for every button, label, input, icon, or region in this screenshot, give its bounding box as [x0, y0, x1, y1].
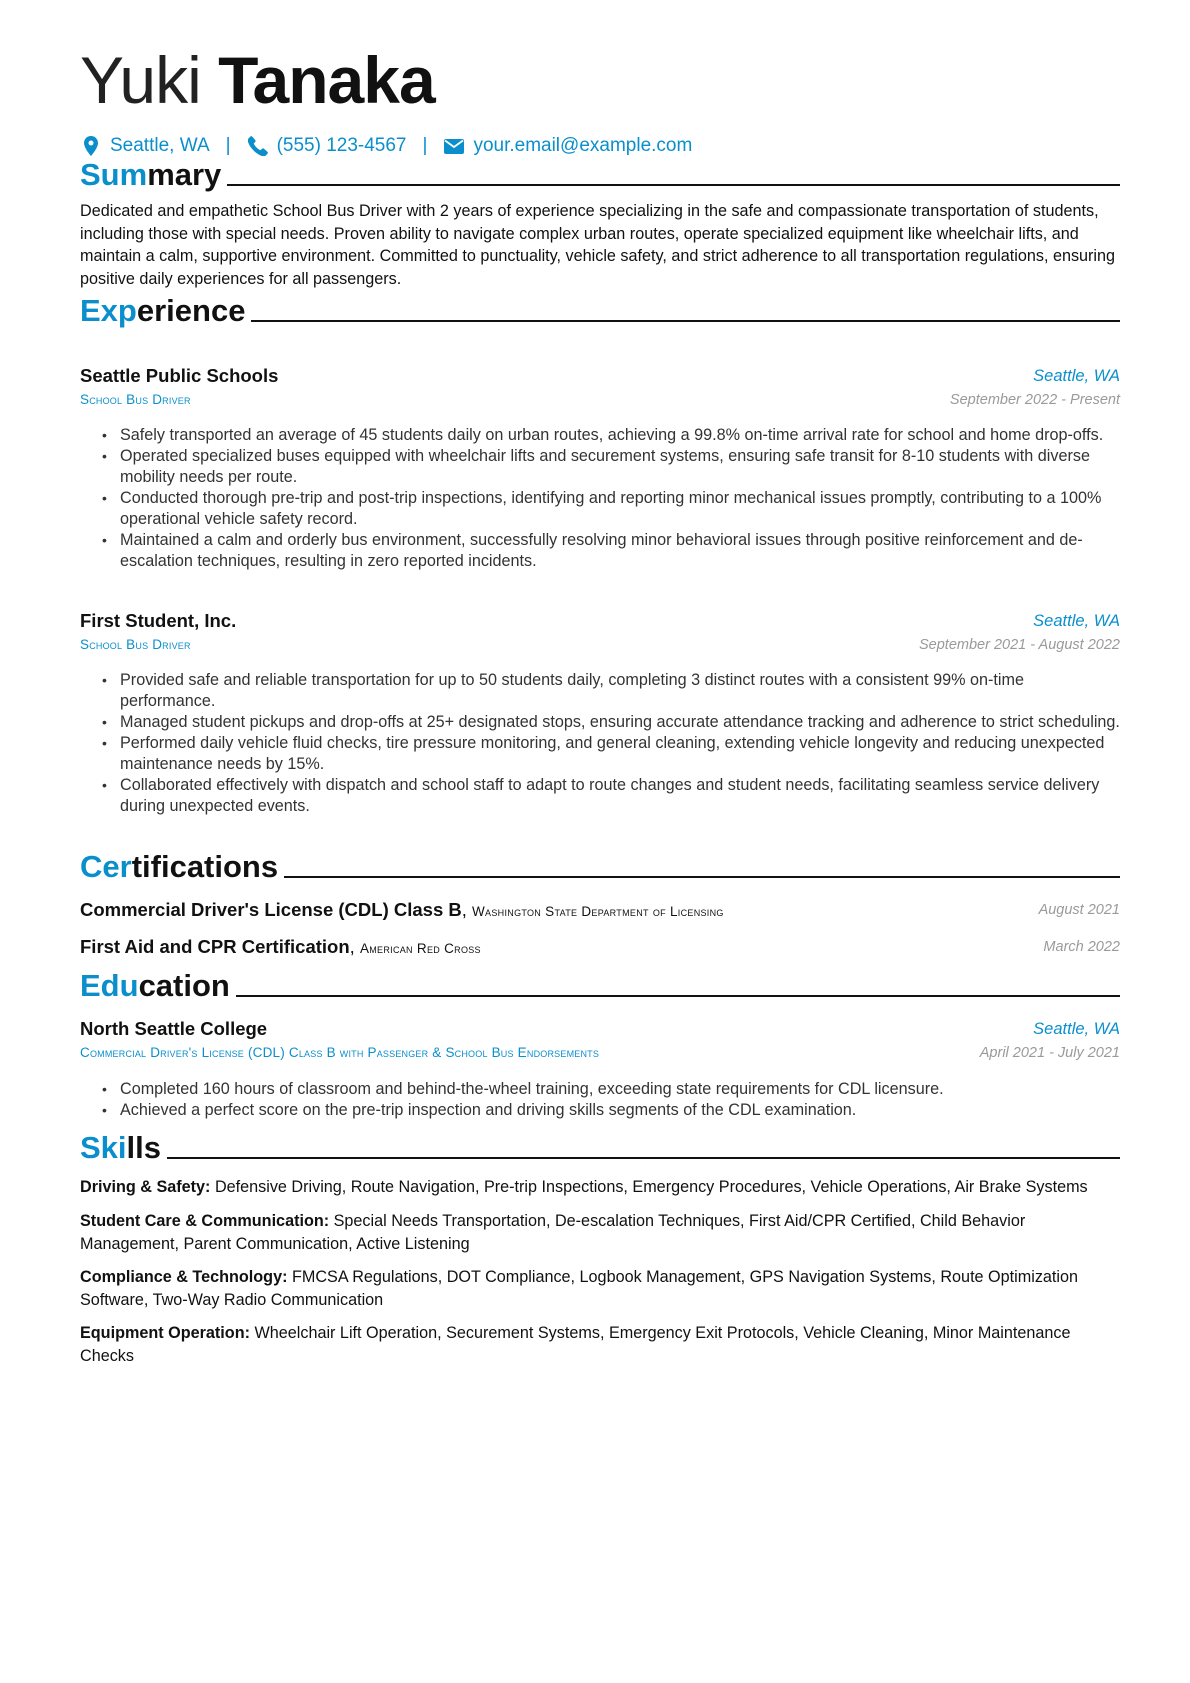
section-title-summary: Summary	[80, 157, 1120, 193]
education-location: Seattle, WA	[1033, 1020, 1120, 1038]
list-item: • Safely transported an average of 45 students daily on urban routes, achieving a 99.8% on-time arrival rate for school and home drop-offs.	[102, 425, 1120, 446]
section-rule	[284, 876, 1120, 878]
section-title-certifications: Certifications	[80, 849, 1120, 885]
contact-line	[80, 133, 692, 159]
job-role: School Bus Driver	[80, 637, 191, 652]
contact-email[interactable]: your.email@example.com	[473, 135, 693, 156]
job-org: Seattle Public Schools	[80, 365, 279, 386]
first-name: Yuki	[80, 43, 201, 117]
skill-items: FMCSA Regulations, DOT Compliance, Logbook Management, GPS Navigation Systems, Route Optimization Software, Two-Way Radio Communication	[80, 1268, 1079, 1309]
contact-location: Seattle, WA	[110, 135, 210, 156]
section-title-skills: Skills	[80, 1130, 1120, 1166]
certification-name: Commercial Driver's License (CDL) Class B	[80, 899, 462, 920]
education-dates: April 2021 - July 2021	[979, 1045, 1120, 1061]
education-school: North Seattle College	[80, 1018, 268, 1039]
summary-text: Dedicated and empathetic School Bus Driver with 2 years of experience specializing in the safe and compassionate transportation of students, including those with special needs. Proven ability to navigate complex urban routes, operate specialized equipment like wheelchair lifts, and maintain a calm, supportive environment. Committed to punctuality, vehicle safety, and strict adherence to all transportation regulations, ensuring positive daily experiences for all passengers.	[80, 202, 1116, 288]
list-item: • Provided safe and reliable transportation for up to 50 students daily, completing 3 distinct routes with a consistent 99% on-time performance.	[102, 670, 1120, 712]
list-item: • Managed student pickups and drop-offs at 25+ designated stops, ensuring accurate attendance tracking and adherence to strict scheduling.	[102, 712, 1120, 733]
certification-date: March 2022	[1043, 939, 1120, 955]
skill-group	[80, 1176, 1120, 1199]
section-title-experience: Experience	[80, 293, 1120, 329]
list-item: • Operated specialized buses equipped with wheelchair lifts and securement systems, ensuring safe transit for 8-10 students with diverse mobility needs per route.	[102, 446, 1120, 488]
list-item: • Conducted thorough pre-trip and post-trip inspections, identifying and reporting minor mechanical issues promptly, contributing to a 100% operational vehicle safety record.	[102, 488, 1120, 530]
list-item: • Performed daily vehicle fluid checks, tire pressure monitoring, and general cleaning, extending vehicle longevity and reducing unexpected maintenance needs by 15%.	[102, 733, 1120, 775]
section-rule	[251, 320, 1120, 322]
list-item: • Maintained a calm and orderly bus environment, successfully resolving minor behavioral issues through positive reinforcement and de-escalation techniques, resulting in zero reported incidents.	[102, 530, 1120, 572]
job-dates: September 2022 - Present	[949, 392, 1120, 408]
skill-items: Special Needs Transportation, De-escalation Techniques, First Aid/CPR Certified, Child Behavior Management, Parent Communication, Active Listening	[80, 1212, 1026, 1253]
education-bullets	[102, 1079, 1120, 1121]
skill-items: Defensive Driving, Route Navigation, Pre-trip Inspections, Emergency Procedures, Vehicle Operations, Air Brake Systems	[214, 1178, 1088, 1196]
job-bullets	[102, 670, 1120, 817]
certification-date: August 2021	[1038, 902, 1120, 918]
section-rule	[167, 1157, 1120, 1159]
certification-item: Commercial Driver's License (CDL) Class B, Washington State Department of Licensing	[80, 899, 724, 920]
candidate-name	[80, 44, 435, 116]
job-org: First Student, Inc.	[80, 610, 237, 631]
job-location: Seattle, WA	[1033, 367, 1120, 385]
skill-group	[80, 1322, 1120, 1367]
skill-category: Compliance & Technology:	[80, 1268, 288, 1286]
job-bullets	[102, 425, 1120, 572]
list-item: • Completed 160 hours of classroom and behind-the-wheel training, exceeding state requirements for CDL licensure.	[102, 1079, 1120, 1100]
contact-separator: |	[422, 135, 428, 156]
list-item: • Achieved a perfect score on the pre-trip inspection and driving skills segments of the CDL examination.	[102, 1100, 1120, 1121]
skill-category: Driving & Safety:	[80, 1178, 211, 1196]
job-location: Seattle, WA	[1033, 612, 1120, 630]
section-rule	[236, 995, 1120, 997]
certification-issuer: Washington State Department of Licensing	[472, 904, 724, 919]
contact-phone[interactable]: (555) 123-4567	[276, 135, 407, 156]
skill-category: Student Care & Communication:	[80, 1212, 330, 1230]
certification-issuer: American Red Cross	[359, 941, 481, 956]
list-item: • Collaborated effectively with dispatch and school staff to adapt to route changes and student needs, facilitating seamless service delivery during unexpected events.	[102, 775, 1120, 817]
job-dates: September 2021 - August 2022	[919, 637, 1120, 653]
phone-icon	[247, 135, 269, 157]
education-program: Commercial Driver's License (CDL) Class B with Passenger & School Bus Endorsements	[80, 1045, 600, 1060]
certification-item: First Aid and CPR Certification, American Red Cross	[80, 936, 481, 957]
last-name: Tanaka	[218, 43, 435, 117]
skill-group	[80, 1210, 1120, 1255]
skill-group	[80, 1266, 1120, 1311]
job-role: School Bus Driver	[80, 392, 191, 407]
map-pin-icon	[80, 135, 102, 157]
contact-separator: |	[225, 135, 231, 156]
certification-name: First Aid and CPR Certification	[80, 936, 350, 957]
skill-category: Equipment Operation:	[80, 1324, 250, 1342]
section-rule	[227, 184, 1120, 186]
section-title-education: Education	[80, 968, 1120, 1004]
skill-items: Wheelchair Lift Operation, Securement Systems, Emergency Exit Protocols, Vehicle Cleaning, Minor Maintenance Checks	[80, 1324, 1071, 1365]
envelope-icon	[443, 135, 465, 157]
